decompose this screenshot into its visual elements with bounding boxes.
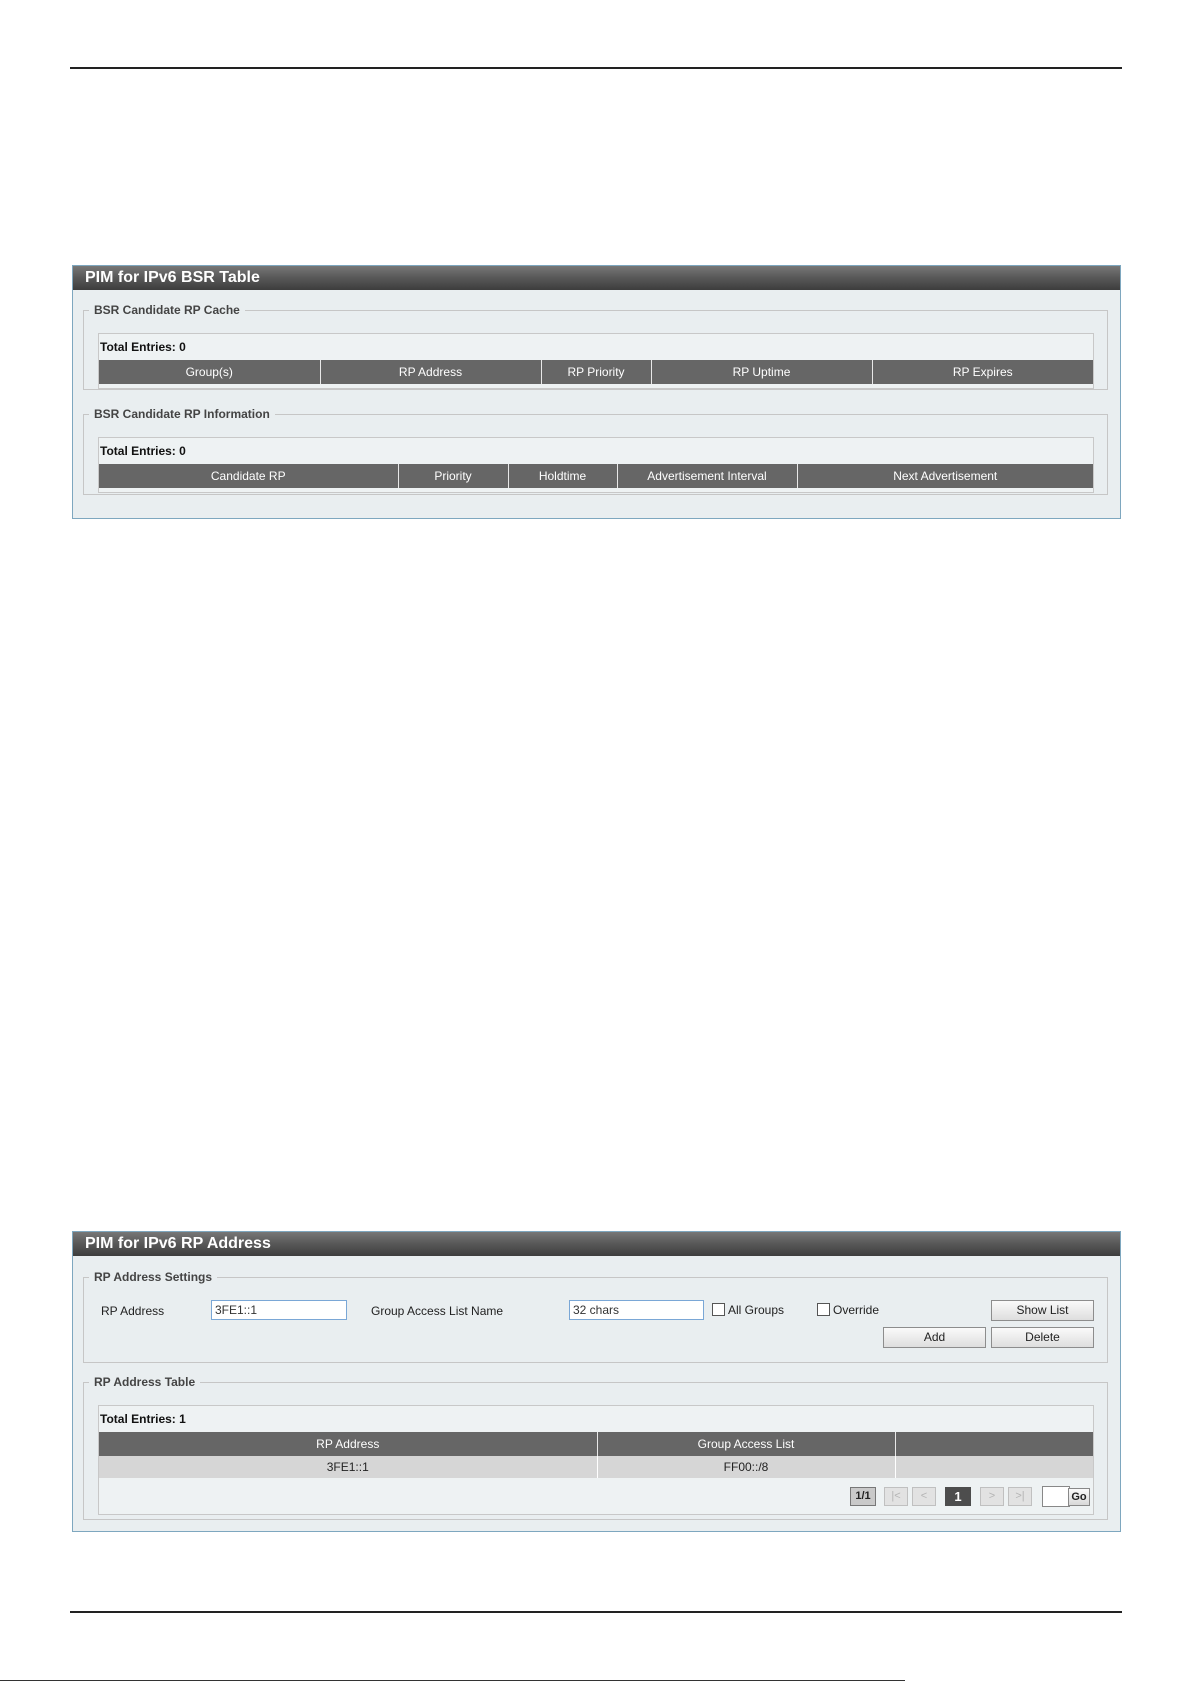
add-button[interactable]: Add [883,1327,986,1348]
table-header-row [99,464,1093,488]
all-groups-label: All Groups [728,1303,785,1317]
table-header-row [99,1432,1093,1456]
last-page-button[interactable]: >| [1008,1487,1032,1506]
group-legend: BSR Candidate RP Cache [94,303,240,317]
rp-address-input[interactable] [211,1300,347,1320]
rp-table-container [98,1405,1094,1515]
rp-address-label: RP Address [101,1304,165,1318]
col-header: RP Address [320,360,541,384]
table-row [99,1456,1093,1478]
cache-table [99,360,1093,384]
rp-address-cell: 3FE1::1 [99,1456,597,1478]
prev-page-button[interactable]: < [912,1487,936,1506]
info-table-container [98,437,1094,493]
table-header-row [99,360,1093,384]
bottom-edge-line [0,1680,905,1681]
group-access-list-label: Group Access List Name [371,1304,504,1318]
col-header: Candidate RP [99,464,398,488]
col-header: Priority [398,464,508,488]
show-list-button[interactable]: Show List [991,1300,1094,1321]
footer-rule [70,1611,1122,1613]
total-entries: Total Entries: 0 [100,340,186,354]
go-button[interactable]: Go [1068,1488,1090,1506]
col-header: Holdtime [508,464,617,488]
col-header: RP Address [99,1432,597,1456]
bsr-table-panel [72,265,1121,519]
total-entries: Total Entries: 0 [100,444,186,458]
rp-address-settings-group [83,1270,1108,1363]
delete-button[interactable]: Delete [991,1327,1094,1348]
group-access-list-input[interactable] [569,1300,704,1320]
group-legend: RP Address Settings [94,1270,213,1284]
col-header: RP Priority [541,360,651,384]
col-header: RP Expires [872,360,1093,384]
current-page-button[interactable]: 1 [945,1487,971,1506]
total-entries: Total Entries: 1 [100,1412,186,1426]
page-indicator: 1/1 [850,1487,876,1506]
override-label: Override [833,1303,880,1317]
all-groups-checkbox[interactable] [712,1303,725,1316]
rp-address-panel [72,1231,1121,1532]
group-legend: BSR Candidate RP Information [94,407,270,421]
next-page-button[interactable]: > [980,1487,1004,1506]
bsr-candidate-rp-cache-group [83,303,1108,390]
col-header: Advertisement Interval [617,464,797,488]
col-header [895,1432,1093,1456]
col-header: RP Uptime [651,360,872,384]
group-legend: RP Address Table [94,1375,196,1389]
group-access-list-cell: FF00::/8 [597,1456,895,1478]
rp-address-table-group [83,1375,1108,1520]
bsr-candidate-rp-information-group [83,407,1108,495]
col-header: Next Advertisement [797,464,1093,488]
panel-title: PIM for IPv6 RP Address [73,1232,1120,1256]
first-page-button[interactable]: |< [884,1487,908,1506]
panel-title: PIM for IPv6 BSR Table [73,266,1120,290]
col-header: Group Access List [597,1432,895,1456]
header-rule [70,67,1122,69]
rp-address-table [99,1432,1093,1478]
info-table [99,464,1093,488]
col-header: Group(s) [99,360,320,384]
cache-table-container [98,333,1094,389]
page-number-input[interactable] [1042,1486,1070,1507]
override-checkbox[interactable] [817,1303,830,1316]
action-cell [895,1456,1093,1478]
